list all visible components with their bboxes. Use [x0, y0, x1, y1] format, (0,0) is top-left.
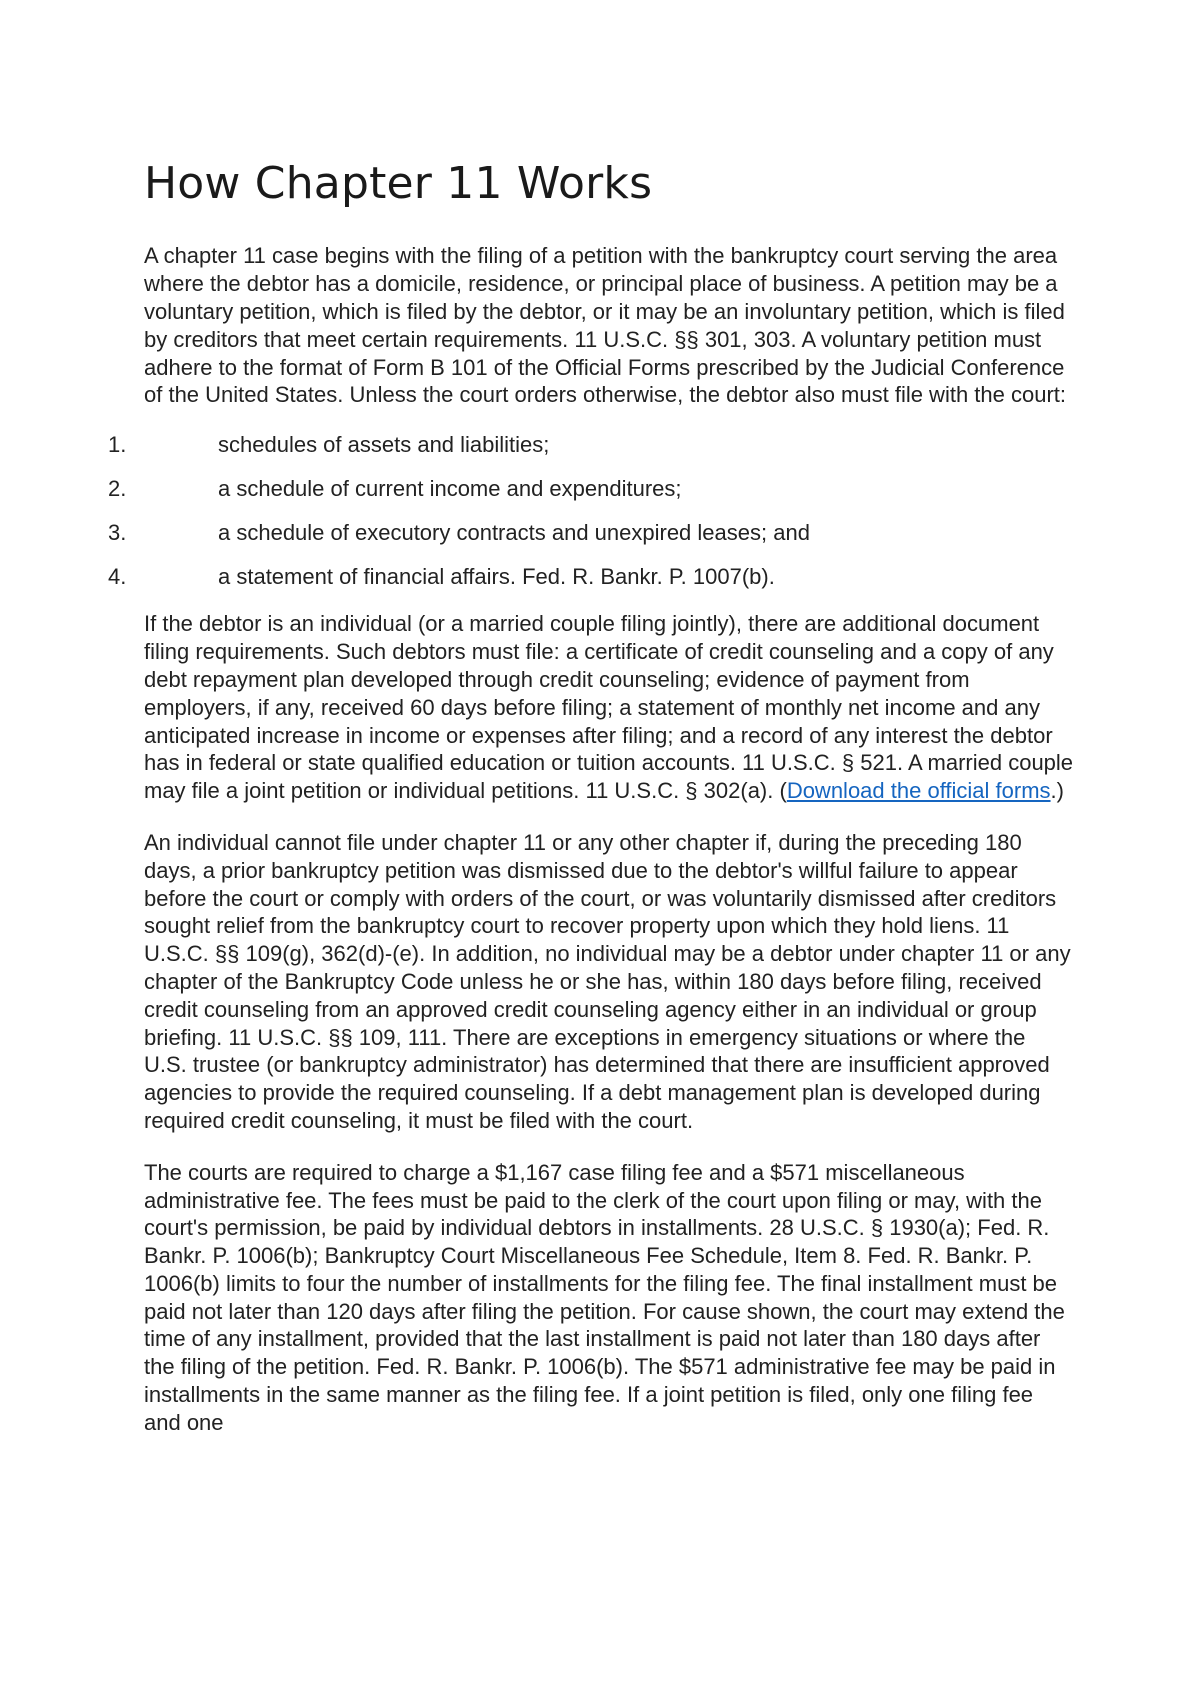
list-item-text: a schedule of current income and expenditures;: [218, 475, 682, 501]
list-item-text: schedules of assets and liabilities;: [218, 432, 550, 458]
document-page: [108, 158, 1074, 1461]
list-item-number: 1.: [108, 432, 127, 458]
required-filings-list: [108, 431, 1074, 590]
individual-debtor-paragraph: [144, 610, 1074, 805]
list-item-number: 3.: [108, 519, 127, 545]
list-item: [108, 475, 1074, 503]
list-item: [108, 563, 1074, 591]
list-item: [108, 431, 1074, 459]
paragraph-text: If the debtor is an individual (or a married couple filing jointly), there are additional document filing requirements. Such debtors must file: a certificate of credit counseling and a copy of any debt repayment plan developed through credit counseling; evidence of payment from employers, if any, received 60 days before filing; a statement of monthly net income and any anticipated increase in income or expenses after filing; and a record of any interest the debtor has in federal or state qualified education or tuition accounts. 11 U.S.C. § 521. A married couple may file a joint petition or individual petitions. 11 U.S.C. § 302(a). (: [144, 611, 1074, 804]
page-title: How Chapter 11 Works: [144, 158, 653, 209]
list-item-text: a schedule of executory contracts and unexpired leases; and: [218, 519, 810, 545]
list-item-number: 2.: [108, 475, 127, 501]
eligibility-paragraph: An individual cannot file under chapter 11 or any other chapter if, during the preceding 180 days, a prior bankruptcy petition was dismissed due to the debtor's willful failure to appear before the court or comply with orders of the court, or was voluntarily dismissed after creditors sought relief from the bankruptcy court to recover property upon which they hold liens. 11 U.S.C. §§ 109(g), 362(d)-(e). In addition, no individual may be a debtor under chapter 11 or any chapter of the Bankruptcy Code unless he or she has, within 180 days before filing, received credit counseling from an approved credit counseling agency either in an individual or group briefing. 11 U.S.C. §§ 109, 111. There are exceptions in emergency situations or where the U.S. trustee (or bankruptcy administrator) has determined that there are insufficient approved agencies to provide the required counseling. If a debt management plan is developed during required credit counseling, it must be filed with the court.: [144, 829, 1071, 1133]
list-item: [108, 519, 1074, 547]
list-item-number: 4.: [108, 563, 127, 589]
paragraph-text: .): [1050, 778, 1064, 804]
download-official-forms-link[interactable]: Download the official forms: [786, 778, 1051, 804]
intro-paragraph: A chapter 11 case begins with the filing of a petition with the bankruptcy court serving the area where the debtor has a domicile, residence, or principal place of business. A petition may be a voluntary petition, which is filed by the debtor, or it may be an involuntary petition, which is filed by creditors that meet certain requirements. 11 U.S.C. §§ 301, 303. A voluntary petition must adhere to the format of Form B 101 of the Official Forms prescribed by the Judicial Conference of the United States. Unless the court orders otherwise, the debtor also must file with the court:: [144, 243, 1067, 408]
list-item-text: a statement of financial affairs. Fed. R. Bankr. P. 1007(b).: [218, 563, 775, 589]
fees-paragraph: The courts are required to charge a $1,167 case filing fee and a $571 miscellaneous administrative fee. The fees must be paid to the clerk of the court upon filing or may, with the court's permission, be paid by individual debtors in installments. 28 U.S.C. § 1930(a); Fed. R. Bankr. P. 1006(b); Bankruptcy Court Miscellaneous Fee Schedule, Item 8. Fed. R. Bankr. P. 1006(b) limits to four the number of installments for the filing fee. The final installment must be paid not later than 120 days after filing the petition. For cause shown, the court may extend the time of any installment, provided that the last installment is paid not later than 180 days after the filing of the petition. Fed. R. Bankr. P. 1006(b). The $571 administrative fee may be paid in installments in the same manner as the filing fee. If a joint petition is filed, only one filing fee and one: [144, 1159, 1065, 1435]
